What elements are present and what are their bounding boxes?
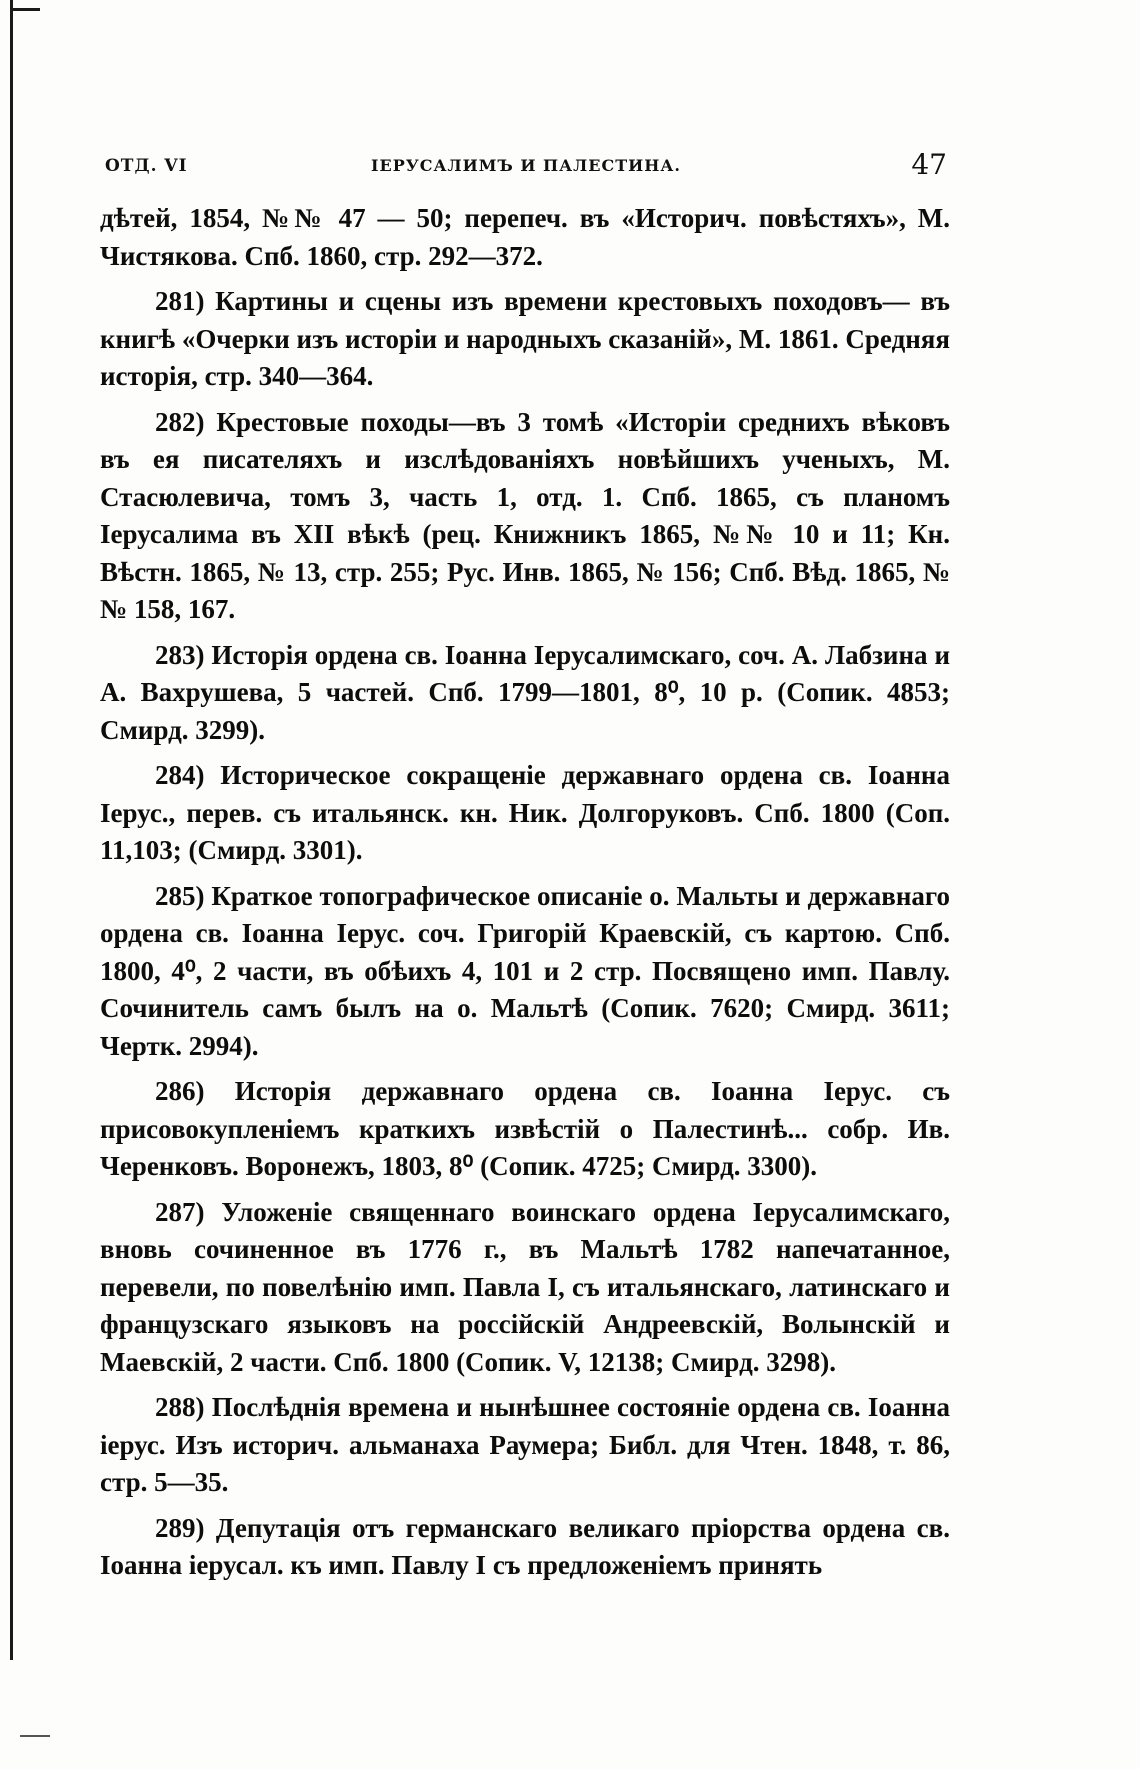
scan-edge-bottom [20, 1735, 50, 1737]
running-title: ІЕРУСАЛИМЪ И ПАЛЕСТИНА. [371, 156, 681, 175]
entry-284: 284) Историческое сокращеніе державнаго ордена св. Іоанна Іерус., перев. съ итальянск. кн. Ник. Долгоруковъ. Спб. 1800 (Соп. 11,103; (Смирд. 3301). [100, 760, 950, 865]
entry-continuation: дѣтей, 1854, №№ 47 — 50; перепеч. въ «Историч. повѣстяхъ», М. Чистякова. Спб. 1860, стр. 292—372. [100, 203, 950, 271]
entry-286: 286) Исторія державнаго ордена св. Іоанна Іерус. съ присовокупленіемъ краткихъ извѣстій о Палестинѣ... собр. Ив. Черенковъ. Воронежъ, 1803, 8⁰ (Сопик. 4725; Смирд. 3300). [100, 1076, 950, 1181]
page-body [100, 200, 950, 1593]
entry-289: 289) Депутація отъ германскаго великаго пріорства ордена св. Іоанна іерусал. къ имп. Павлу I съ предложеніемъ принять [100, 1512, 950, 1580]
entry-282: 282) Крестовые походы—въ 3 томѣ «Исторіи среднихъ вѣковъ въ ея писателяхъ и изслѣдованіяхъ новѣйшихъ ученыхъ, М. Стасюлевича, томъ 3, часть 1, отд. 1. Спб. 1865, съ планомъ Іерусалима въ XII вѣкѣ (рец. Книжникъ 1865, №№ 10 и 11; Кн. Вѣстн. 1865, № 13, стр. 255; Рус. Инв. 1865, № 156; Спб. Вѣд. 1865, №№ 158, 167. [100, 406, 950, 624]
entry-288: 288) Послѣднія времена и нынѣшнее состояніе ордена св. Іоанна іерус. Изъ историч. альманаха Раумера; Библ. для Чтен. 1848, т. 86, стр. 5—35. [100, 1392, 950, 1497]
entry-283: 283) Исторія ордена св. Іоанна Іерусалимскаго, соч. А. Лабзина и А. Вахрушева, 5 частей. Спб. 1799—1801, 8⁰, 10 р. (Сопик. 4853; Смирд. 3299). [100, 639, 950, 745]
page-number: 47 [911, 148, 947, 181]
entry-281: 281) Картины и сцены изъ времени крестовыхъ походовъ— въ книгѣ «Очерки изъ исторіи и народныхъ сказаній», М. 1861. Средняя исторія, стр. 340—364. [100, 286, 950, 391]
section-label: ОТД. VI [105, 156, 188, 176]
entry-287: 287) Уложеніе священнаго воинскаго ордена Іерусалимскаго, вновь сочиненное въ 1776 г., въ Мальтѣ 1782 напечатанное, перевели, по повелѣнію имп. Павла I, съ итальянскаго, латинскаго и французскаго языковъ на россійскій Андреевскій, Волынскій и Маевскій, 2 части. Спб. 1800 (Сопик. V, 12138; Смирд. 3298). [100, 1196, 950, 1377]
running-header [105, 148, 947, 184]
scan-edge-top [10, 8, 40, 11]
scan-edge-left [10, 0, 13, 1660]
entry-285: 285) Краткое топографическое описаніе о. Мальты и державнаго ордена св. Іоанна Іерус. соч. Григорій Краевскій, съ картою. Спб. 1800, 4⁰, 2 части, въ обѣихъ 4, 101 и 2 стр. Посвящено имп. Павлу. Сочинитель самъ былъ на о. Мальтѣ (Сопик. 7620; Смирд. 3611; Чертк. 2994). [100, 880, 950, 1061]
